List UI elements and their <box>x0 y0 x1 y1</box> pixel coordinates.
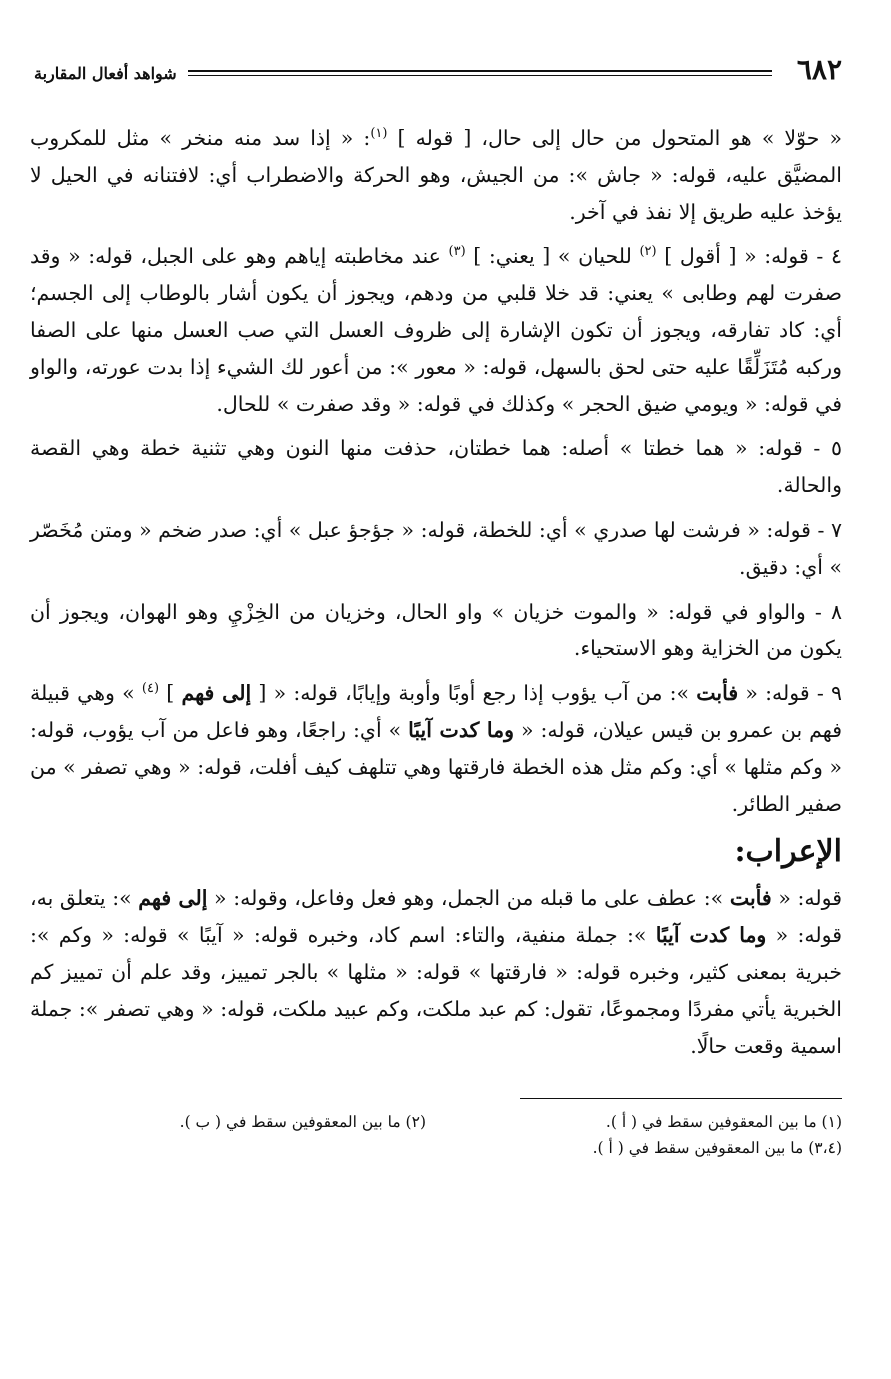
paragraph-1: « حوّلا » هو المتحول من حال إلى حال، [ قوله ] $^{(١)}$: « إذا سد منه منخر » مثل للمكروب المضيَّق عليه، قوله: « جاش »: من الجيش، وهو الحركة والاضطراب أي: لافتنانه في الحيل لا يؤخذ عليه طريق إلا نفذ في آخر. <box>30 126 843 224</box>
page-number: ٦٨٢ <box>796 53 842 86</box>
paragraph-4: ٤ - قوله: « [ أقول ] $^{(٢)}$ للحيان » [ يعني: ] $^{(٣)}$ عند مخاطبته إياهم وهو على الجبل، قوله: « وقد صفرت لهم وطابى » يعني: قد خلا قلبي من ودهم، ويجوز أن يكون أشار بالوطاب إلى الجسم؛ أي: كاد تفارقه، ويجوز أن تكون الإشارة إلى ظروف العسل التي صب العسل منها على الصفا وركبه مُتَزَلِّقًا عليه حتى لحق بالسهل، قوله: « معور »: من أعور لك الشيء إذا بدت عورته، والواو في قوله: « ويومي ضيق الحجر » وكذلك في قوله: « وقد صفرت » للحال. <box>30 244 842 416</box>
paragraph-7: ٧ - قوله: « فرشت لها صدري » أي: للخطة، قوله: « جؤجؤ عبل » أي: صدر ضخم « ومتن مُخَصّر » أي: دقيق. <box>30 517 842 579</box>
footnote-ref-1: (١) <box>370 126 388 142</box>
header-rule <box>188 70 772 76</box>
running-title: شواهد أفعال المقاربة <box>34 64 177 83</box>
section-heading-irab: الإعراب: <box>734 834 842 870</box>
paragraph-8: ٨ - والواو في قوله: « والموت خزيان » واو الحال، وخزيان من الخِزْيِ وهو الهوان، ويجوز أن يكون من الخزاية وهو الاستحياء. <box>30 599 842 661</box>
footnote-1: (١) ما بين المعقوفين سقط في ( أ ). <box>605 1113 842 1132</box>
footnotes <box>30 1109 842 1161</box>
book-page <box>30 50 842 1161</box>
irab-paragraph: قوله: « فأبت »: عطف على ما قبله من الجمل، وهو فعل وفاعل، وقوله: « إلى فهم »: يتعلق به، قوله: « وما كدت آيبًا »: جملة منفية، والتاء: اسم كاد، وخبره قوله: « آيبًا » قوله: « وكم »: خبرية بمعنى كثير، وخبره قوله: « فارقتها » قوله: « مثلها » بالجر تمييز، وقد علم أن تمييز كم الخبرية يأتي مفردًا ومجموعًا، تقول: كم عبد ملكت، وكم عبيد ملكت، قوله: « وهي تصفر »: جملة اسمية وقعت حالًا. <box>30 886 843 1058</box>
paragraph-9: ٩ - قوله: « فأبت »: من آب يؤوب إذا رجع أوبًا وأوبة وإيابًا، قوله: « [ إلى فهم ] $^{(٤)}$ » وهي قبيلة فهم بن عمرو بن قيس عيلان، قوله: « وما كدت آيبًا » أي: راجعًا، وهو فاعل من آب يؤوب، قوله: « وكم مثلها » أي: وكم مثل هذه الخطة فارقتها وهي تتلهف كيف أفلت، قوله: « وهي تصفر » من صفير الطائر. <box>30 681 842 816</box>
footnote-ref-2: (٢) <box>639 244 657 260</box>
footnote-3-4: (٣،٤) ما بين المعقوفين سقط في ( أ ). <box>592 1139 842 1158</box>
footnote-separator <box>520 1098 842 1099</box>
footnote-2: (٢) ما بين المعقوفين سقط في ( ب ). <box>179 1113 426 1132</box>
footnote-ref-4: (٤) <box>141 681 160 697</box>
main-text <box>30 120 842 1064</box>
page-header <box>30 50 842 100</box>
footnote-ref-3: (٣) <box>448 244 466 260</box>
paragraph-5: ٥ - قوله: « هما خطتا » أصله: هما خطتان، حذفت منها النون وهي تثنية خطة وهي القصة والحالة. <box>30 436 842 498</box>
